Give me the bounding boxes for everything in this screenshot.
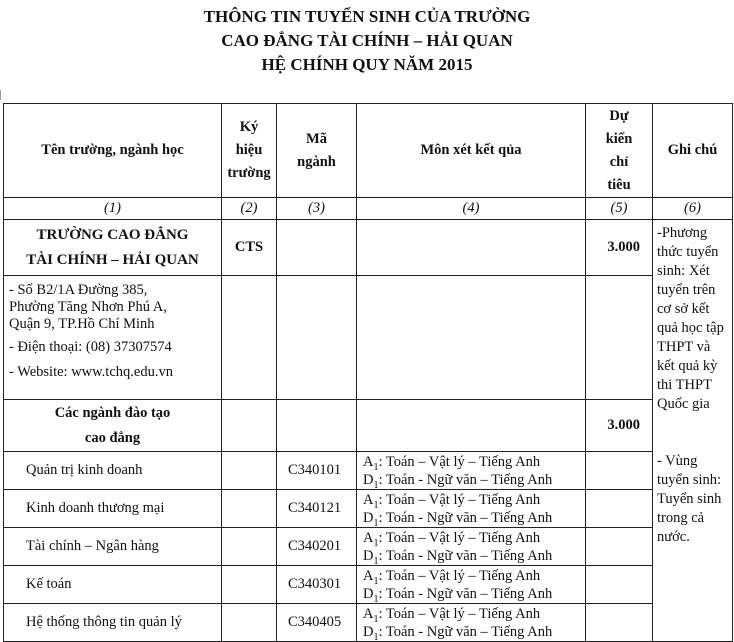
empty-cell	[222, 400, 277, 452]
programs-group-label	[4, 400, 222, 452]
header-school-symbol	[222, 104, 277, 198]
empty-cell	[357, 220, 586, 276]
group-d1-text: : Toán - Ngữ văn – Tiếng Anh	[378, 509, 553, 526]
header-notes: Ghi chú	[653, 104, 733, 198]
address-line-2: Phường Tăng Nhơn Phú A,	[9, 299, 167, 315]
note-method: -Phương thức tuyển sinh: Xét tuyển trên cơ sở kết quả học tập THPT và kết quả kỳ thi THPT Quốc gia	[657, 225, 724, 412]
program-row	[4, 604, 733, 642]
empty-cell	[586, 276, 653, 400]
program-name: Quản trị kinh doanh	[4, 452, 222, 490]
header-quota	[586, 104, 653, 198]
header-subjects: Môn xét kết qủa	[357, 104, 586, 198]
group-a1-sub: 1	[373, 499, 379, 511]
programs-group-l1: Các ngành đào tạo	[54, 404, 171, 421]
program-code: C340201	[277, 528, 357, 566]
header-symbol-l3: trường	[227, 165, 271, 181]
title-line-1: THÔNG TIN TUYỂN SINH CỦA TRƯỜNG	[203, 7, 531, 26]
empty-cell	[357, 276, 586, 400]
group-d1-text: : Toán - Ngữ văn – Tiếng Anh	[378, 471, 553, 488]
empty-cell	[277, 400, 357, 452]
program-code: C340301	[277, 566, 357, 604]
school-name-l1: TRƯỜNG CAO ĐẲNG	[36, 226, 189, 243]
school-contact	[4, 276, 222, 400]
group-d1-sub: 1	[373, 517, 379, 528]
empty-cell	[586, 490, 653, 528]
address-line-3: Quận 9, TP.Hồ Chí Minh	[9, 316, 155, 332]
school-symbol: CTS	[222, 220, 277, 276]
header-quota-l2: kiến	[605, 130, 633, 147]
programs-group-l2: cao đẳng	[84, 429, 141, 446]
group-d1-sub: 1	[373, 555, 379, 566]
program-subjects	[357, 566, 586, 604]
header-code-l2: ngành	[297, 153, 336, 170]
program-name: Kinh doanh thương mại	[4, 490, 222, 528]
program-subjects	[357, 490, 586, 528]
header-quota-l3: chỉ	[609, 153, 629, 170]
header-code-l1: Mã	[306, 130, 327, 147]
group-d1-sub: 1	[373, 479, 379, 490]
header-quota-l4: tiêu	[607, 176, 631, 193]
group-a1-sub: 1	[373, 575, 379, 587]
admissions-table	[3, 103, 733, 642]
group-d1-letter: D	[363, 623, 374, 640]
program-row	[4, 528, 733, 566]
empty-cell	[222, 528, 277, 566]
column-number: (4)	[357, 198, 586, 220]
title-line-2: CAO ĐẲNG TÀI CHÍNH – HẢI QUAN	[221, 31, 513, 50]
program-code: C340121	[277, 490, 357, 528]
program-subjects	[357, 528, 586, 566]
group-a1-sub: 1	[373, 461, 379, 473]
group-a1-letter: A	[363, 605, 374, 622]
group-a1-letter: A	[363, 453, 374, 470]
group-a1-letter: A	[363, 491, 374, 508]
empty-cell	[357, 400, 586, 452]
group-a1-letter: A	[363, 529, 374, 546]
empty-cell	[277, 276, 357, 400]
group-d1-text: : Toán - Ngữ văn – Tiếng Anh	[378, 585, 553, 602]
column-number: (1)	[4, 198, 222, 220]
header-symbol-l1: Ký	[239, 119, 259, 135]
group-a1-text: : Toán – Vật lý – Tiếng Anh	[378, 529, 541, 546]
empty-cell	[586, 452, 653, 490]
document-title	[0, 5, 734, 77]
program-code: C340101	[277, 452, 357, 490]
school-quota: 3.000	[586, 220, 653, 276]
school-name-l2: TÀI CHÍNH – HẢI QUAN	[26, 251, 199, 268]
empty-cell	[586, 528, 653, 566]
header-major-code	[277, 104, 357, 198]
program-name: Kế toán	[4, 566, 222, 604]
empty-cell	[222, 452, 277, 490]
group-d1-letter: D	[363, 585, 374, 602]
empty-cell	[222, 566, 277, 604]
column-number-row	[4, 198, 733, 220]
group-d1-letter: D	[363, 547, 374, 564]
empty-cell	[222, 490, 277, 528]
empty-cell	[586, 566, 653, 604]
school-row	[4, 220, 733, 276]
column-number: (5)	[586, 198, 653, 220]
address-line-1: - Số B2/1A Đường 385,	[9, 282, 148, 298]
group-a1-text: : Toán – Vật lý – Tiếng Anh	[378, 453, 541, 470]
empty-cell	[222, 276, 277, 400]
empty-cell	[586, 604, 653, 642]
group-d1-text: : Toán - Ngữ văn – Tiếng Anh	[378, 547, 553, 564]
website: - Website: www.tchq.edu.vn	[9, 364, 173, 380]
title-line-3: HỆ CHÍNH QUY NĂM 2015	[261, 55, 473, 74]
program-code: C340405	[277, 604, 357, 642]
group-d1-letter: D	[363, 509, 374, 526]
programs-group-quota: 3.000	[586, 400, 653, 452]
phone: - Điện thoại: (08) 37307574	[9, 339, 172, 355]
program-name: Hệ thống thông tin quản lý	[4, 604, 222, 642]
column-number: (3)	[277, 198, 357, 220]
address-row	[4, 276, 733, 400]
notes-cell	[653, 220, 733, 642]
program-subjects	[357, 452, 586, 490]
program-row	[4, 490, 733, 528]
group-a1-sub: 1	[373, 613, 379, 625]
margin-mark	[0, 90, 1, 100]
programs-group-row	[4, 400, 733, 452]
header-symbol-l2: hiệu	[235, 142, 263, 158]
group-a1-text: : Toán – Vật lý – Tiếng Anh	[378, 605, 541, 622]
program-name: Tài chính – Ngân hàng	[4, 528, 222, 566]
program-row	[4, 566, 733, 604]
note-region: - Vùng tuyển sinh: Tuyển sinh trong cả nước.	[657, 453, 722, 545]
group-a1-letter: A	[363, 567, 374, 584]
empty-cell	[222, 604, 277, 642]
group-a1-text: : Toán – Vật lý – Tiếng Anh	[378, 491, 541, 508]
program-row	[4, 452, 733, 490]
group-d1-sub: 1	[373, 631, 379, 642]
column-number: (6)	[653, 198, 733, 220]
address	[9, 282, 221, 333]
header-row	[4, 104, 733, 198]
group-a1-sub: 1	[373, 537, 379, 549]
empty-cell	[277, 220, 357, 276]
header-quota-l1: Dự	[609, 107, 629, 124]
program-subjects	[357, 604, 586, 642]
group-a1-text: : Toán – Vật lý – Tiếng Anh	[378, 567, 541, 584]
group-d1-letter: D	[363, 471, 374, 488]
group-d1-sub: 1	[373, 593, 379, 604]
school-name	[4, 220, 222, 276]
group-d1-text: : Toán - Ngữ văn – Tiếng Anh	[378, 623, 553, 640]
header-school-major: Tên trường, ngành học	[4, 104, 222, 198]
column-number: (2)	[222, 198, 277, 220]
